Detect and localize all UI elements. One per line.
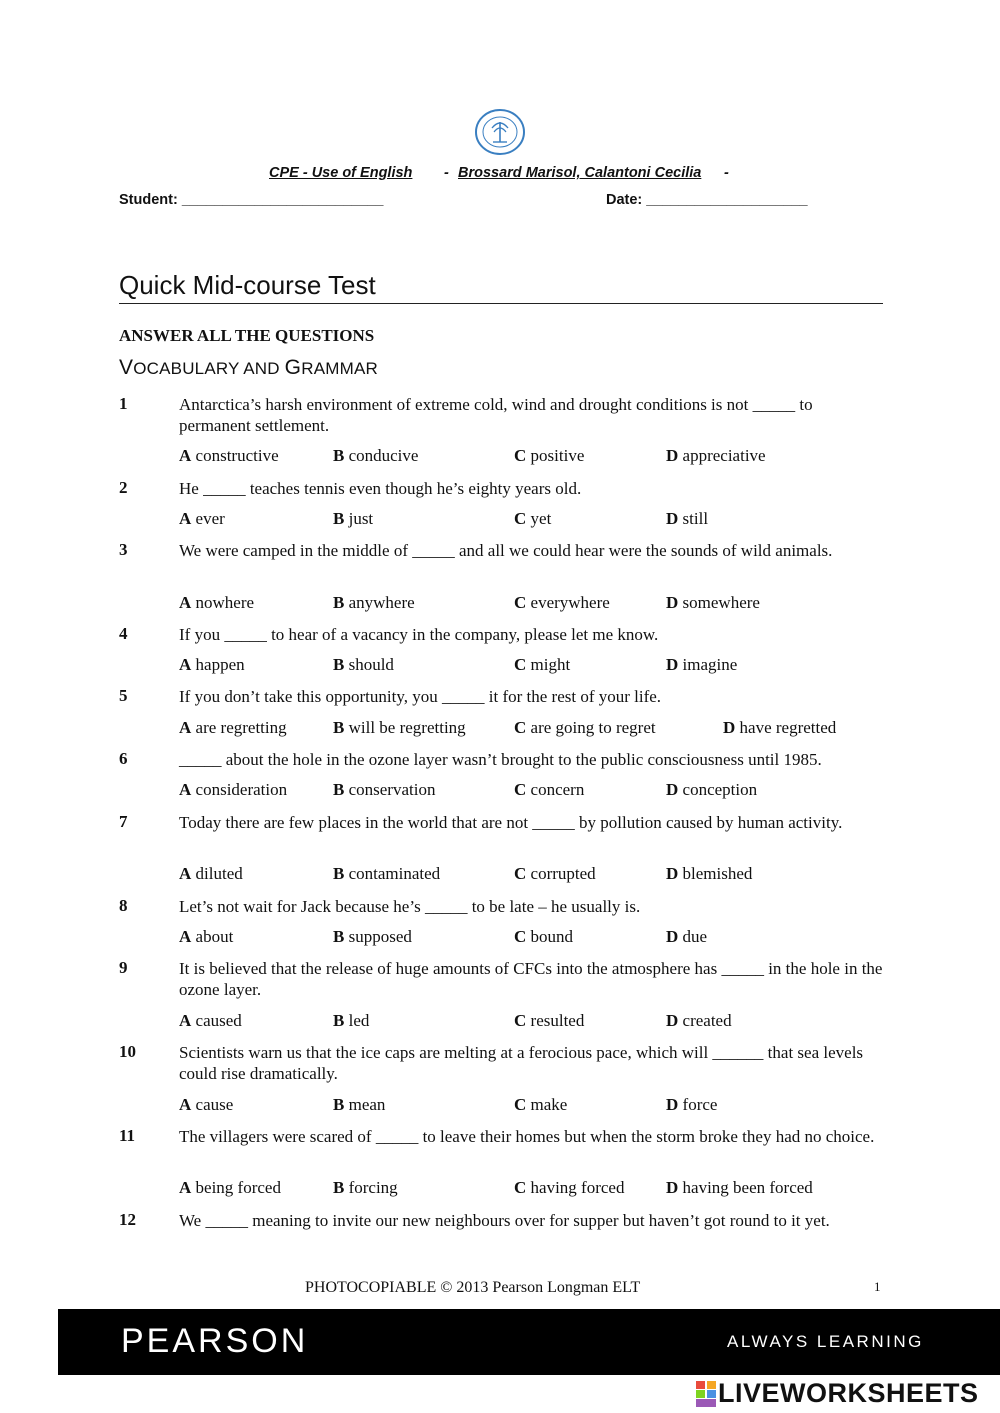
option-a[interactable]: A are regretting (179, 718, 287, 737)
question-text: _____ about the hole in the ozone layer wasn’t brought to the public consciousness until 1985. (179, 750, 822, 769)
question-number: 3 (119, 540, 128, 559)
option-d[interactable]: D still (666, 509, 709, 528)
student-field: Student: _________________________ (119, 192, 384, 208)
option-c[interactable]: C make (514, 1095, 568, 1114)
option-a[interactable]: A constructive (179, 446, 279, 465)
option-b[interactable]: B led (333, 1011, 370, 1030)
option-c[interactable]: C positive (514, 446, 585, 465)
question-text: If you _____ to hear of a vacancy in the company, please let me know. (179, 625, 659, 644)
option-c[interactable]: C concern (514, 780, 585, 799)
course-name: CPE - Use of English (269, 165, 413, 181)
option-a[interactable]: A cause (179, 1095, 234, 1114)
option-b[interactable]: B conservation (333, 780, 436, 799)
page-title: Quick Mid-course Test (119, 270, 376, 300)
option-d[interactable]: D force (666, 1095, 718, 1114)
question-number: 6 (119, 749, 128, 768)
option-d[interactable]: D due (666, 927, 708, 946)
option-a[interactable]: A caused (179, 1011, 242, 1030)
question-number: 10 (119, 1042, 136, 1061)
header-separator: - (724, 165, 729, 181)
option-d[interactable]: D imagine (666, 655, 738, 674)
option-a[interactable]: A about (179, 927, 234, 946)
option-c[interactable]: C everywhere (514, 593, 610, 612)
option-c[interactable]: C resulted (514, 1011, 585, 1030)
option-c[interactable]: C yet (514, 509, 552, 528)
question-number: 7 (119, 812, 128, 831)
option-b[interactable]: B forcing (333, 1178, 398, 1197)
instruction: ANSWER ALL THE QUESTIONS (119, 326, 375, 345)
teacher-names: Brossard Marisol, Calantoni Cecilia (458, 165, 702, 181)
option-d[interactable]: D somewhere (666, 593, 760, 612)
option-d[interactable]: D having been forced (666, 1178, 813, 1197)
option-a[interactable]: A ever (179, 509, 225, 528)
option-c[interactable]: C bound (514, 927, 574, 946)
option-d[interactable]: D created (666, 1011, 732, 1030)
option-a[interactable]: A nowhere (179, 593, 255, 612)
option-b[interactable]: B contaminated (333, 864, 441, 883)
option-c[interactable]: C might (514, 655, 571, 674)
question-number: 9 (119, 958, 128, 977)
question-text: We were camped in the middle of _____ and all we could hear were the sounds of wild animals. (179, 541, 833, 560)
question-text: The villagers were scared of _____ to leave their homes but when the storm broke they had no choice. (179, 1127, 875, 1146)
question-text: Let’s not wait for Jack because he’s _____ to be late – he usually is. (179, 897, 641, 916)
question-text: Today there are few places in the world that are not _____ by pollution caused by human activity. (179, 813, 843, 832)
question-text: Scientists warn us that the ice caps are melting at a ferocious pace, which will ______ that sea levels could rise dramatically. (179, 1043, 864, 1083)
option-a[interactable]: A diluted (179, 864, 243, 883)
section-heading: VOCABULARY AND GRAMMAR (119, 356, 378, 379)
option-b[interactable]: B supposed (333, 927, 412, 946)
header-separator: - (444, 165, 449, 181)
option-d[interactable]: D blemished (666, 864, 753, 883)
option-a[interactable]: A happen (179, 655, 245, 674)
option-b[interactable]: B anywhere (333, 593, 415, 612)
question-text: It is believed that the release of huge amounts of CFCs into the atmosphere has _____ in the hole in the ozone layer. (179, 959, 883, 999)
option-b[interactable]: B conducive (333, 446, 419, 465)
option-c[interactable]: C are going to regret (514, 718, 656, 737)
option-b[interactable]: B mean (333, 1095, 386, 1114)
option-a[interactable]: A being forced (179, 1178, 281, 1197)
option-c[interactable]: C corrupted (514, 864, 596, 883)
pearson-logo: PEARSON (121, 1322, 309, 1360)
question-text: Antarctica’s harsh environment of extreme cold, wind and drought conditions is not _____ to permanent settlement. (179, 395, 813, 435)
question-number: 2 (119, 478, 128, 497)
question-number: 5 (119, 686, 128, 705)
date-field: Date: ____________________ (606, 192, 808, 208)
option-c[interactable]: C having forced (514, 1178, 625, 1197)
liveworksheets-watermark: LIVEWORKSHEETS (718, 1378, 979, 1408)
option-b[interactable]: B will be regretting (333, 718, 466, 737)
question-number: 12 (119, 1210, 136, 1229)
option-a[interactable]: A consideration (179, 780, 288, 799)
question-number: 1 (119, 394, 128, 413)
question-text: He _____ teaches tennis even though he’s eighty years old. (179, 479, 582, 498)
question-text: We _____ meaning to invite our new neighbours over for supper but haven’t got round to it yet. (179, 1211, 830, 1230)
question-number: 4 (119, 624, 128, 643)
option-b[interactable]: B just (333, 509, 374, 528)
copyright-notice: PHOTOCOPIABLE © 2013 Pearson Longman ELT (305, 1279, 641, 1296)
question-number: 11 (119, 1126, 136, 1145)
liveworksheets-icon (696, 1381, 716, 1407)
brand-tagline: ALWAYS LEARNING (727, 1332, 924, 1351)
school-crest-logo (474, 108, 526, 156)
option-d[interactable]: D have regretted (723, 718, 837, 737)
page-number: 1 (874, 1279, 881, 1294)
option-d[interactable]: D appreciative (666, 446, 766, 465)
question-text: If you don’t take this opportunity, you _____ it for the rest of your life. (179, 687, 662, 706)
question-number: 8 (119, 896, 128, 915)
option-d[interactable]: D conception (666, 780, 758, 799)
option-b[interactable]: B should (333, 655, 394, 674)
title-rule (119, 303, 883, 304)
